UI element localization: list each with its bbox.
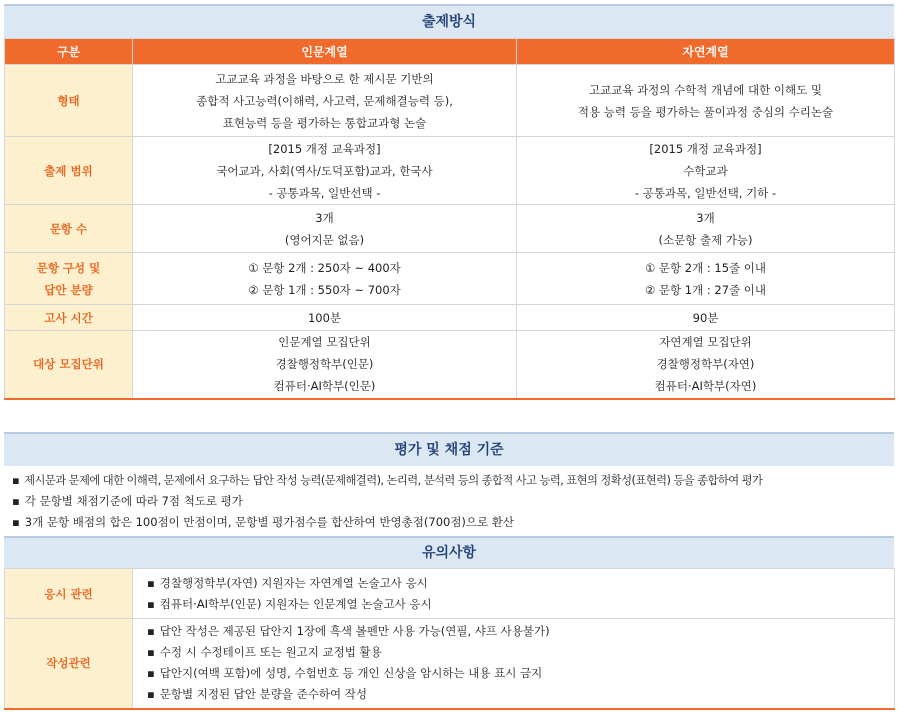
notes-content <box>133 619 895 709</box>
list-item: ▪ 각 문항별 채점기준에 따라 7점 척도로 평가 <box>12 491 892 512</box>
humanities-cell: 100분 <box>133 305 517 331</box>
cell-line: 3개 <box>696 210 715 225</box>
row-label-time: 고사 시간 <box>5 305 133 331</box>
list-item: ▪ 컴퓨터·AI학부(인문) 지원자는 인문계열 논술고사 응시 <box>147 594 894 615</box>
cell-line: [2015 개정 교육과정] <box>268 141 381 156</box>
humanities-cell <box>133 205 517 253</box>
cell-line: 경찰행정학부(자연) <box>656 357 755 372</box>
cell-line: (영어지문 없음) <box>284 232 365 247</box>
cell-line: 적용 능력 등을 평가하는 풀이과정 중심의 수리논술 <box>577 104 834 119</box>
cell-line: 컴퓨터·AI학부(자연) <box>654 379 757 394</box>
list-item: ▪ 경찰행정학부(자연) 지원자는 자연계열 논술고사 응시 <box>147 573 894 594</box>
cell-line: 표현능력 등을 평가하는 통합교과형 논술 <box>222 115 427 130</box>
row-label-scope: 출제 범위 <box>5 137 133 205</box>
list-item: ▪ 제시문과 문제에 대한 이해력, 문제에서 요구하는 답안 작성 능력(문제해결력), 논리력, 분석력 등의 종합적 사고 능력, 표현의 정확성(표현력) 등을 종합하여 평가 <box>12 470 892 491</box>
humanities-cell <box>133 65 517 137</box>
science-cell <box>517 205 895 253</box>
table-row <box>5 137 895 205</box>
list-item: ▪ 답안지(여백 포함)에 성명, 수험번호 등 개인 신상을 암시하는 내용 표시 금지 <box>147 663 894 684</box>
label-line: 답안 분량 <box>44 282 93 297</box>
exam-method-table <box>4 38 895 400</box>
table-row <box>5 65 895 137</box>
label-line: 문항 구성 및 <box>36 260 101 275</box>
table-row <box>5 253 895 305</box>
cell-line: 3개 <box>315 210 334 225</box>
row-label-target: 대상 모집단위 <box>5 331 133 399</box>
criteria-list <box>12 470 892 533</box>
exam-method-title: 출제방식 <box>4 4 894 38</box>
science-cell: 90분 <box>517 305 895 331</box>
notes-content <box>133 569 895 619</box>
cell-line: 고교교육 과정의 수학적 개념에 대한 이해도 및 <box>588 82 822 97</box>
header-science: 자연계열 <box>517 39 895 65</box>
row-label-composition <box>5 253 133 305</box>
humanities-cell <box>133 253 517 305</box>
science-cell <box>517 137 895 205</box>
cell-line: 수학교과 <box>683 163 728 178</box>
row-label-format: 형태 <box>5 65 133 137</box>
table-row <box>5 569 895 619</box>
list-item: ▪ 3개 문항 배점의 합은 100점이 만점이며, 문항별 평가점수를 합산하여 반영총점(700점)으로 환산 <box>12 512 892 533</box>
notes-title: 유의사항 <box>4 536 894 568</box>
notes-label-writing: 작성관련 <box>5 619 133 709</box>
list-item: ▪ 수정 시 수정테이프 또는 원고지 교정법 활용 <box>147 642 894 663</box>
science-cell <box>517 65 895 137</box>
cell-line: ② 문항 1개 : 27줄 이내 <box>644 282 767 297</box>
criteria-title: 평가 및 채점 기준 <box>4 432 894 466</box>
cell-line: [2015 개정 교육과정] <box>649 141 762 156</box>
notes-table <box>4 568 895 710</box>
header-humanities: 인문계열 <box>133 39 517 65</box>
cell-line: 컴퓨터·AI학부(인문) <box>273 379 376 394</box>
row-label-count: 문항 수 <box>5 205 133 253</box>
science-cell <box>517 253 895 305</box>
cell-line: ① 문항 2개 : 15줄 이내 <box>644 260 767 275</box>
cell-line: - 공통과목, 일반선택 - <box>268 185 381 200</box>
table-row <box>5 619 895 709</box>
cell-line: ② 문항 1개 : 550자 ~ 700자 <box>248 282 401 297</box>
cell-line: 인문계열 모집단위 <box>278 335 371 350</box>
notes-label-application: 응시 관련 <box>5 569 133 619</box>
cell-line: 국어교과, 사회(역사/도덕포함)교과, 한국사 <box>216 163 433 178</box>
cell-line: (소문항 출제 가능) <box>658 232 753 247</box>
table-row <box>5 205 895 253</box>
cell-line: 자연계열 모집단위 <box>659 335 752 350</box>
cell-line: 고교교육 과정을 바탕으로 한 제시문 기반의 <box>215 71 434 86</box>
list-item: ▪ 문항별 지정된 답안 분량을 준수하여 작성 <box>147 684 894 705</box>
science-cell <box>517 331 895 399</box>
table-row <box>5 305 895 331</box>
cell-line: 종합적 사고능력(이해력, 사고력, 문제해결능력 등), <box>196 93 453 108</box>
humanities-cell <box>133 137 517 205</box>
table-row <box>5 331 895 399</box>
cell-line: ① 문항 2개 : 250자 ~ 400자 <box>248 260 401 275</box>
humanities-cell <box>133 331 517 399</box>
list-item: ▪ 답안 작성은 제공된 답안지 1장에 흑색 볼펜만 사용 가능(연필, 샤프 사용불가) <box>147 621 894 642</box>
cell-line: - 공통과목, 일반선택, 기하 - <box>634 185 777 200</box>
header-category: 구분 <box>5 39 133 65</box>
cell-line: 경찰행정학부(인문) <box>275 357 374 372</box>
